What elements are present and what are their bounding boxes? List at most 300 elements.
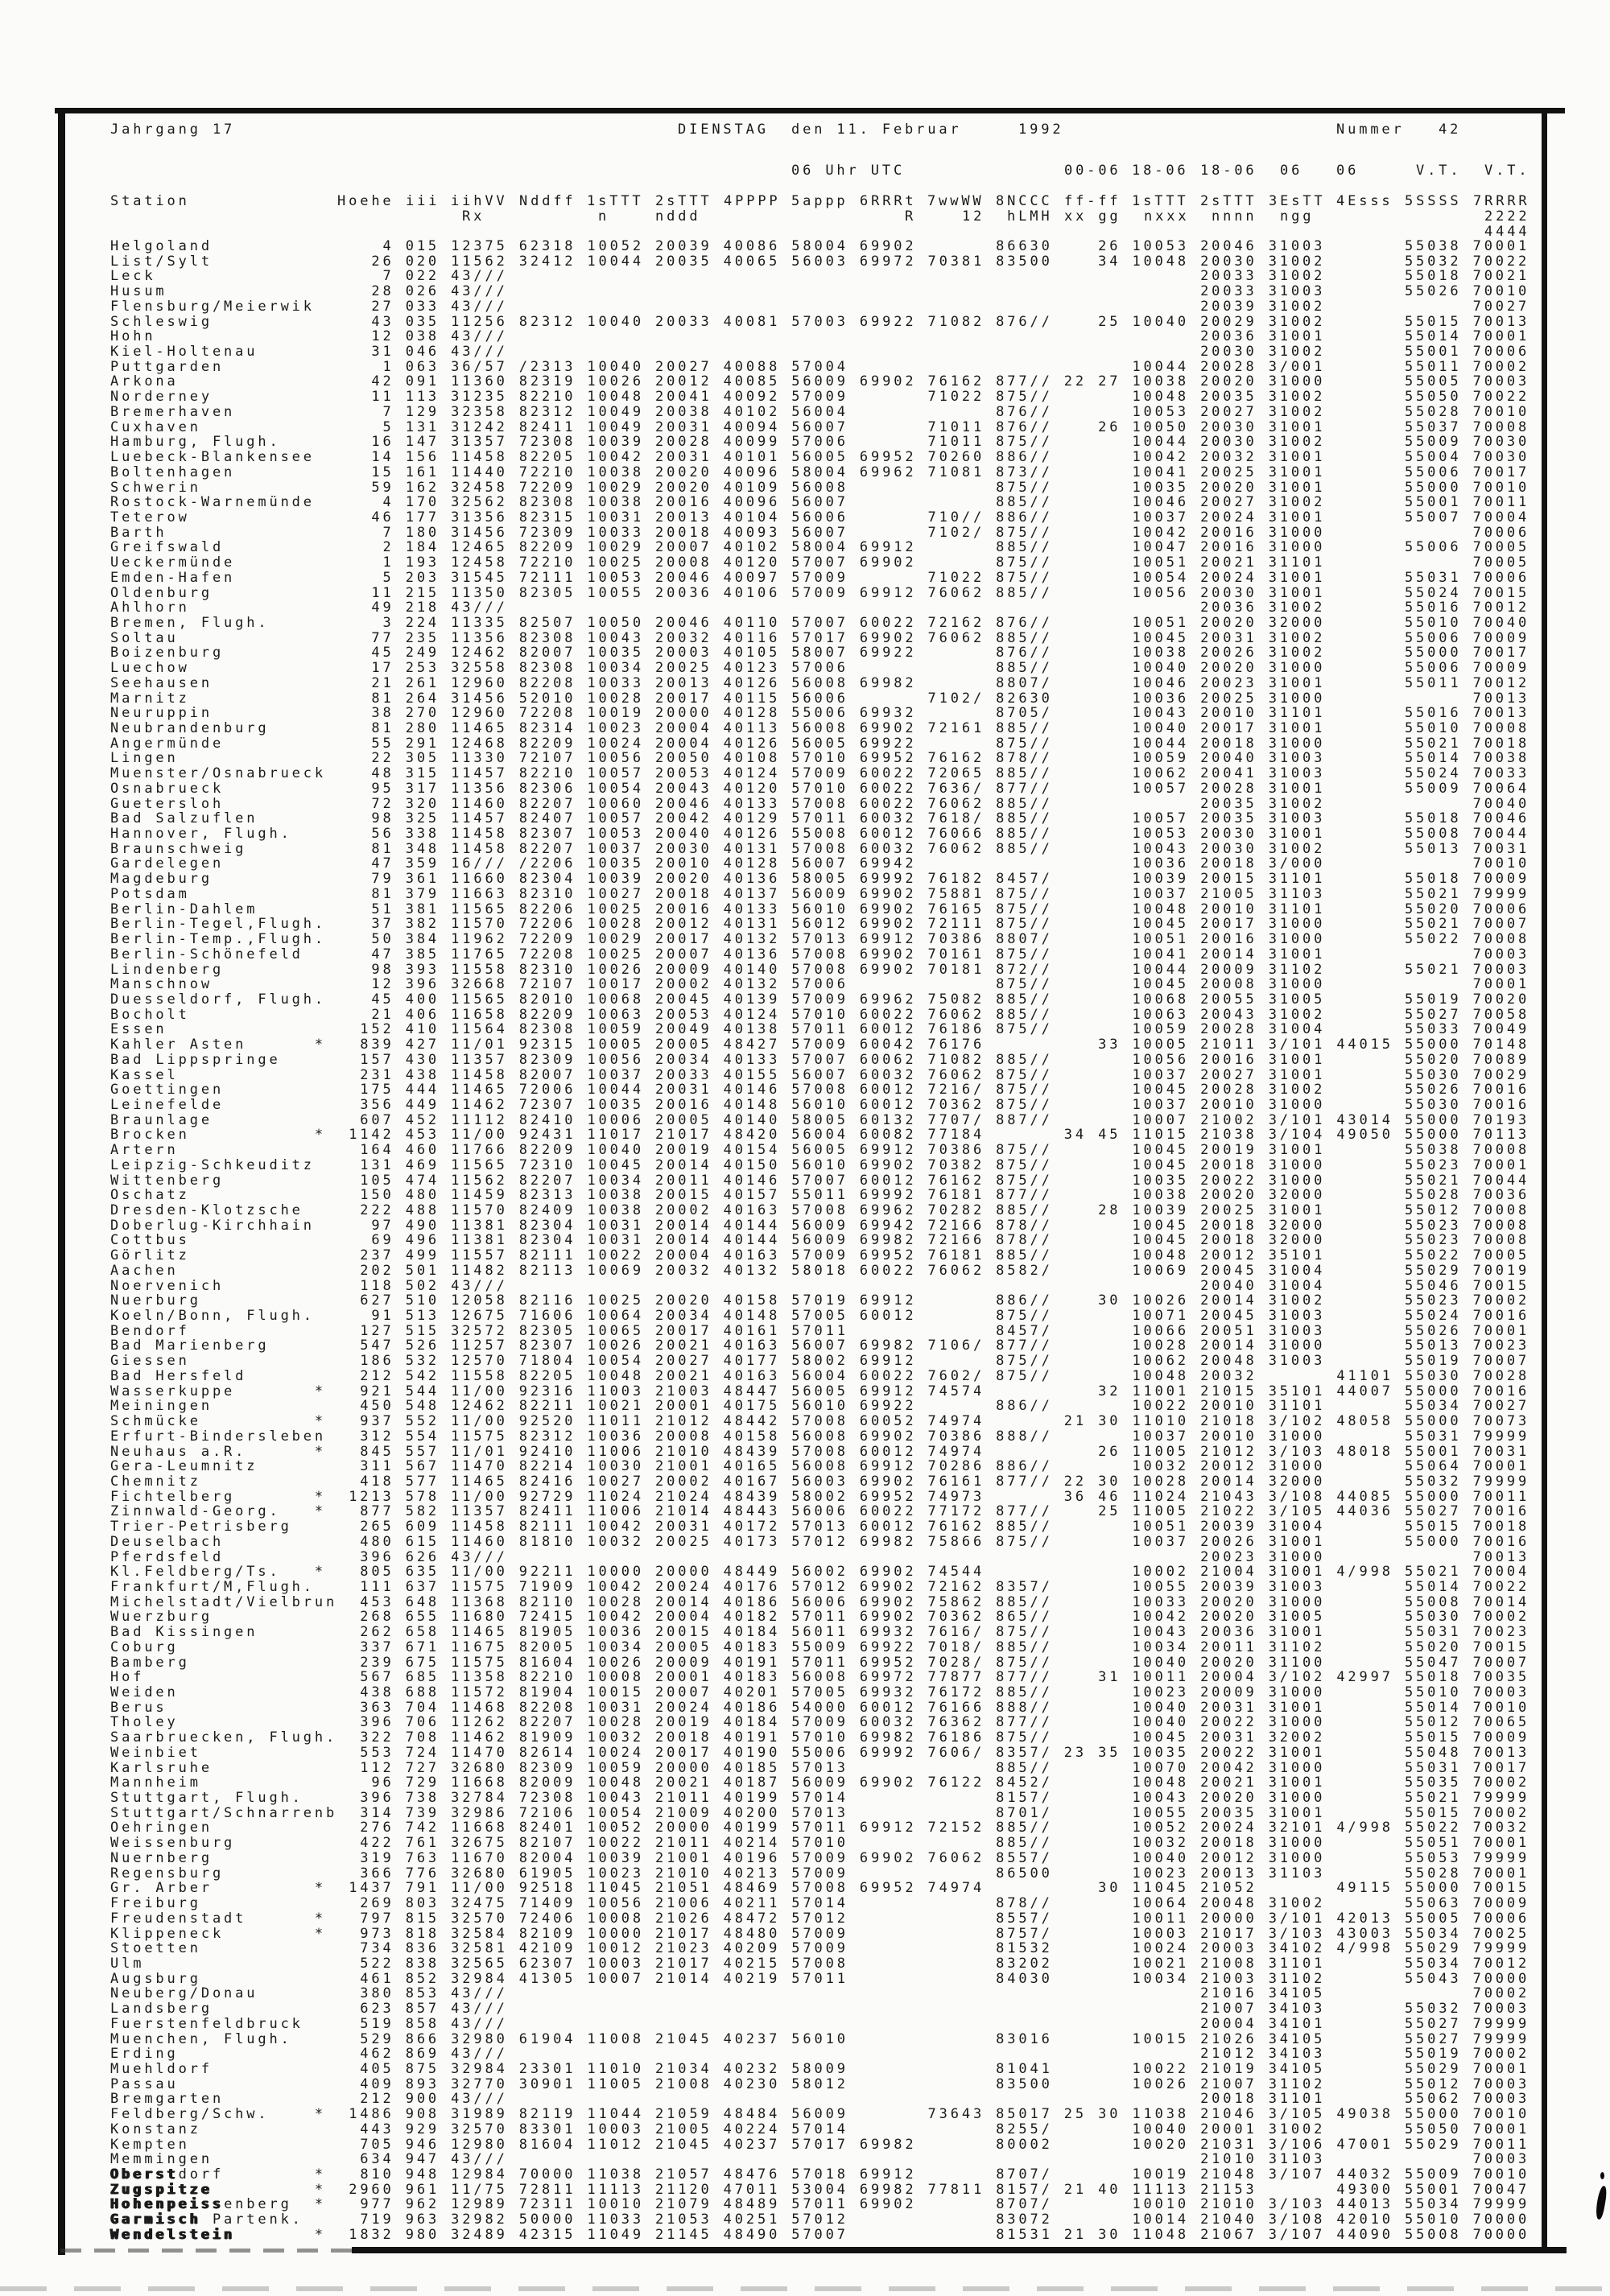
overstruck-station-name: Oberst: [110, 2166, 179, 2183]
table-row: [110, 902, 1530, 917]
station-values: 797 815 32570 72406 10008 21026 48472 57012 8557/ 10011 20000 3/101 42013 55005 70006: [349, 1910, 1530, 1927]
station-values: 112 727 32680 82309 10059 20000 40185 57013 885// 10070 20042 31000 55031 70017: [349, 1759, 1530, 1776]
station-values: 443 929 32570 83301 10003 21005 40224 57014 8255/ 10040 20001 31002 55050 70001: [349, 2121, 1530, 2137]
station-values: 380 853 43/// 21016 34105 70002: [349, 1985, 1530, 2002]
station-values: 627 510 12058 82116 10025 20020 40158 57019 69912 886// 30 10026 20014 31002 55023 70002: [349, 1292, 1530, 1309]
station-values: 202 501 11482 82113 10069 20032 40132 58018 60022 76062 8582/ 10069 20045 31004 55029 70019: [349, 1262, 1530, 1279]
table-row: [110, 781, 1530, 797]
station-name: Hohn: [110, 328, 349, 345]
station-values: 462 869 43/// 21012 34103 55019 70002: [349, 2046, 1530, 2063]
station-name: Bad Lippspringe: [110, 1051, 349, 1068]
table-row: [110, 1836, 1530, 1851]
station-values: 805 635 11/00 92211 10000 20000 48449 56002 69902 74544 10002 21004 31001 4/998 55021 70004: [349, 1564, 1530, 1581]
table-row: [110, 2167, 1530, 2183]
station-values: 719 963 32982 50000 11033 21053 40251 57012 83072 10014 21040 3/108 42010 55010 70000: [349, 2211, 1530, 2228]
station-values: 877 582 11357 82411 11006 21014 48443 56006 60022 77172 877// 25 11005 21022 3/105 44036 55027 70016: [349, 1503, 1530, 1520]
station-name: Braunschweig: [110, 840, 349, 857]
table-row: [110, 676, 1530, 691]
table-row: [110, 616, 1530, 631]
station-values: 418 577 11465 82416 10027 20002 40167 56003 69902 76161 877// 22 30 10028 20014 32000 55032 79999: [349, 1473, 1530, 1490]
col-6rrrt: 6RRRt: [860, 193, 917, 209]
station-name: List/Sylt: [110, 253, 349, 270]
table-row: [110, 1625, 1530, 1640]
col-1sttt2: 1sTTT: [1132, 193, 1189, 209]
station-values: 27 033 43/// 20039 31002 70027: [349, 298, 1530, 315]
station-values: 38 270 12960 72208 10019 20000 40128 55006 69932 8705/ 10043 20010 31101 55016 70013: [349, 705, 1530, 722]
station-name: Ulm: [110, 1955, 349, 1972]
year-label: 1992: [1018, 122, 1064, 138]
table-row: [110, 661, 1530, 676]
station-name: Magdeburg: [110, 871, 349, 888]
table-row: [110, 1791, 1530, 1806]
station-name: Wendelstein *: [110, 2226, 349, 2243]
station-name: Neuruppin: [110, 705, 349, 722]
station-values: 111 637 11575 71909 10042 20024 40176 57012 69902 72162 8357/ 10055 20039 31003 55014 70022: [349, 1578, 1530, 1595]
table-row: [110, 645, 1530, 661]
station-name: Erfurt-Bindersleben: [110, 1428, 349, 1445]
station-values: 81 379 11663 82310 10027 20018 40137 56009 69902 75881 875// 10037 21005 31103 55021 79999: [349, 885, 1530, 902]
station-values: 461 852 32984 41305 10007 21014 40219 57011 84030 10034 21003 31102 55043 70000: [349, 1970, 1530, 1987]
station-values: 396 738 32784 72308 10043 21011 40199 57014 8157/ 10043 20020 31000 55021 79999: [349, 1790, 1530, 1807]
station-name: Neuberg/Donau: [110, 1985, 349, 2002]
station-values: 15 161 11440 72210 10038 20020 40096 58004 69962 71081 873// 10041 20025 31001 55006 70017: [349, 464, 1530, 480]
table-row: [110, 917, 1530, 932]
col-4pppp: 4PPPP: [724, 193, 781, 209]
station-values: 1 193 12458 72210 10025 20008 40120 57007 69902 875// 10051 20021 31101 70005: [349, 554, 1530, 571]
table-row: [110, 691, 1530, 707]
station-name: Pferdsfeld: [110, 1548, 349, 1565]
station-values: 453 648 11368 82110 10028 20014 40186 56006 69902 75862 885// 10033 20020 31000 55008 70014: [349, 1593, 1530, 1610]
station-name: Mannheim: [110, 1775, 349, 1791]
station-name: Artern: [110, 1142, 349, 1159]
station-name: Boizenburg: [110, 645, 349, 662]
station-name: Giessen: [110, 1353, 349, 1370]
station-name: Görlitz: [110, 1247, 349, 1264]
table-row: [110, 540, 1530, 555]
left-border-rule: [58, 109, 65, 2255]
station-name: Potsdam: [110, 885, 349, 902]
table-row: [110, 1384, 1530, 1399]
table-row: [110, 2228, 1530, 2243]
station-name: Greifswald: [110, 539, 349, 556]
station-name: Erding: [110, 2046, 349, 2063]
station-name: Duesseldorf, Flugh.: [110, 991, 349, 1008]
station-name: Schleswig: [110, 313, 349, 330]
table-row: [110, 977, 1530, 992]
table-row: [110, 1203, 1530, 1218]
station-values: 450 548 12462 82211 10021 20001 40175 56010 69922 886// 10022 20010 31101 55034 70027: [349, 1398, 1530, 1415]
right-border-rule: [1542, 111, 1547, 2252]
table-row: [110, 405, 1530, 420]
station-values: 311 567 11470 82214 10030 21001 40165 56008 69912 70286 886// 10032 20012 31000 55064 70001: [349, 1458, 1530, 1475]
table-row: [110, 1309, 1530, 1324]
station-values: 212 900 43/// 20018 31101 55062 70003: [349, 2091, 1530, 2108]
col-sub-2222: 2222: [1484, 208, 1530, 225]
station-values: 356 449 11462 72307 10035 20016 40148 56010 60012 70362 875// 10037 20010 31000 55030 70016: [349, 1096, 1530, 1113]
station-name: Nuernberg: [110, 1849, 349, 1866]
station-values: 11 113 31235 82210 10048 20041 40092 57009 71022 875// 10048 20035 31002 55050 70022: [349, 389, 1530, 406]
station-name: Seehausen: [110, 674, 349, 691]
station-values: 553 724 11470 82614 10024 20017 40190 55006 69992 7606/ 8357/ 23 35 10035 20022 31001 55048 70013: [349, 1744, 1530, 1761]
station-name: Goettingen: [110, 1082, 349, 1099]
table-row: [110, 2212, 1530, 2228]
station-name: Helgoland: [110, 238, 349, 254]
table-row: [110, 299, 1530, 315]
station-values: 845 557 11/01 92410 11006 21010 48439 57008 60012 74974 26 11005 21012 3/103 48018 55001 70031: [349, 1443, 1530, 1460]
table-row: [110, 420, 1530, 435]
station-values: 1437 791 11/00 92518 11045 21051 48469 57008 69952 74974 30 11045 21052 49115 55000 70015: [349, 1880, 1530, 1897]
table-row: [110, 390, 1530, 405]
station-name: Chemnitz: [110, 1473, 349, 1490]
table-row: [110, 1324, 1530, 1339]
table-row: [110, 465, 1530, 480]
station-name: Hamburg, Flugh.: [110, 434, 349, 451]
station-values: 47 385 11765 72208 10025 20007 40136 57008 69902 70161 875// 10041 20014 31001 70003: [349, 946, 1530, 963]
station-name: Schmücke *: [110, 1413, 349, 1430]
station-name: Bamberg: [110, 1654, 349, 1671]
table-row: [110, 842, 1530, 857]
table-row: [110, 1640, 1530, 1655]
table-row: [110, 526, 1530, 541]
station-name: Leinefelde: [110, 1096, 349, 1113]
station-table: [110, 239, 1530, 2243]
station-values: 480 615 11460 81810 10032 20025 40173 57012 69982 75866 875// 10037 20026 31001 55000 70016: [349, 1533, 1530, 1550]
table-row: [110, 1595, 1530, 1610]
table-row: [110, 1414, 1530, 1429]
table-row: [110, 1293, 1530, 1309]
issue-number: 42: [1439, 122, 1462, 138]
station-values: 22 305 11330 72107 10056 20050 40108 57010 69952 76162 878// 10059 20040 31003 55014 70038: [349, 750, 1530, 767]
table-row: [110, 706, 1530, 721]
station-name: Kl.Feldberg/Ts. *: [110, 1564, 349, 1581]
table-row: [110, 856, 1530, 872]
station-values: 409 893 32770 30901 11005 21008 40230 58012 83500 10026 21007 31102 55012 70003: [349, 2075, 1530, 2092]
station-name: Stuttgart/Schnarrenb: [110, 1804, 349, 1821]
table-row: [110, 1338, 1530, 1354]
station-values: 1213 578 11/00 92729 11024 21024 48439 58002 69952 74973 36 46 11024 21043 3/108 44085 55000 70011: [349, 1488, 1530, 1505]
station-name: Weinbiet: [110, 1744, 349, 1761]
table-row: [110, 480, 1530, 496]
station-name: Wittenberg: [110, 1172, 349, 1189]
station-name: Muenchen, Flugh.: [110, 2030, 349, 2047]
station-values: 623 857 43/// 21007 34103 55032 70003: [349, 2001, 1530, 2018]
table-row: [110, 1927, 1530, 1942]
station-name: Hohenpeissenberg *: [110, 2196, 349, 2213]
station-name: Bendorf: [110, 1322, 349, 1339]
station-name: Oldenburg: [110, 584, 349, 601]
table-row: [110, 2092, 1530, 2107]
table-row: [110, 1519, 1530, 1535]
station-name: Stuttgart, Flugh.: [110, 1790, 349, 1807]
table-row: [110, 1685, 1530, 1700]
station-values: 31 046 43/// 20030 31002 55001 70006: [349, 344, 1530, 361]
station-name: Emden-Hafen: [110, 569, 349, 586]
table-row: [110, 2183, 1530, 2198]
table-row: [110, 826, 1530, 842]
top-border-rule: [55, 108, 1565, 113]
table-row: [110, 1022, 1530, 1037]
station-name: Saarbruecken, Flugh.: [110, 1729, 349, 1746]
station-values: 5 131 31242 82411 10049 20031 40094 56007 71011 876// 26 10050 20030 31001 55037 70008: [349, 418, 1530, 435]
station-name: Osnabrueck: [110, 780, 349, 797]
station-name: Stoetten: [110, 1940, 349, 1957]
station-values: 607 452 11112 82410 10006 20005 40140 58005 60132 7707/ 887// 10007 21002 3/101 43014 55000 70193: [349, 1111, 1530, 1128]
table-row: [110, 1896, 1530, 1911]
station-name: Manschnow: [110, 976, 349, 993]
station-values: 1486 908 31989 82119 11044 21059 48484 56009 73643 85017 25 30 11038 21046 3/105 49038 55000 70010: [349, 2106, 1530, 2123]
station-name: Hof: [110, 1669, 349, 1686]
station-name: Husum: [110, 283, 349, 300]
station-values: 973 818 32584 82109 10000 21017 48480 57009 8757/ 10003 21017 3/103 43003 55034 70025: [349, 1925, 1530, 1942]
station-name: Leipzig-Schkeuditz: [110, 1156, 349, 1173]
station-name: Oehringen: [110, 1820, 349, 1836]
period-06b: 06: [1336, 163, 1360, 179]
station-name: Freudenstadt *: [110, 1910, 349, 1927]
station-name: Zinnwald-Georg. *: [110, 1503, 349, 1520]
table-row: [110, 1746, 1530, 1761]
table-row: [110, 751, 1530, 766]
table-row: [110, 1082, 1530, 1098]
station-values: 55 291 12468 82209 10024 20004 40126 56005 69922 875// 10044 20018 31000 55021 70018: [349, 735, 1530, 752]
station-name: Gr. Arber *: [110, 1880, 349, 1897]
table-row: [110, 631, 1530, 646]
station-name: Wuerzburg: [110, 1609, 349, 1626]
station-name: Coburg: [110, 1639, 349, 1655]
table-row: [110, 1866, 1530, 1882]
station-name: Michelstadt/Vielbrun: [110, 1593, 349, 1610]
station-name: Luechow: [110, 660, 349, 677]
station-values: 11 215 11350 82305 10055 20036 40106 57009 69912 76062 885// 10056 20030 31001 55024 70015: [349, 584, 1530, 601]
station-name: Fichtelberg *: [110, 1488, 349, 1505]
station-values: 16 147 31357 72308 10039 20028 40099 57006 71011 875// 10044 20030 31002 55009 70030: [349, 434, 1530, 451]
station-values: 839 427 11/01 92315 10005 20005 48427 57009 60042 76176 33 10005 21011 3/101 44015 55000 70148: [349, 1037, 1530, 1053]
table-row: [110, 344, 1530, 360]
station-name: Gardelegen: [110, 855, 349, 872]
table-row: [110, 932, 1530, 947]
col-hoehe: Hoehe: [337, 193, 394, 209]
table-row: [110, 1564, 1530, 1580]
table-row: [110, 315, 1530, 330]
station-values: 152 410 11564 82308 10059 20049 40138 57011 60012 76186 875// 10059 20028 31004 55033 70049: [349, 1021, 1530, 1038]
station-values: 921 544 11/00 92316 11003 21003 48447 56005 69912 74574 32 11001 21015 35101 44007 55000 70016: [349, 1383, 1530, 1399]
station-name: Koeln/Bonn, Flugh.: [110, 1308, 349, 1325]
scan-artifact-line: [0, 2286, 1610, 2291]
col-iihvv: iihVV: [451, 193, 508, 209]
station-name: Luebeck-Blankensee: [110, 449, 349, 466]
table-row: [110, 586, 1530, 601]
station-values: 366 776 32680 61905 10023 21010 40213 57009 86500 10023 20013 31103 55028 70001: [349, 1865, 1530, 1882]
station-values: 91 513 12675 71606 10064 20034 40148 57005 60012 875// 10071 20045 31003 55024 70016: [349, 1308, 1530, 1325]
station-values: 438 688 11572 81904 10015 20007 40201 57005 69932 76172 885// 10023 20009 31000 55010 70003: [349, 1684, 1530, 1700]
table-row: [110, 2122, 1530, 2137]
overstruck-station-name: Hohenpeiss: [110, 2196, 225, 2213]
station-values: 312 554 11575 82312 10036 20008 40158 56008 69902 70386 888// 10037 20010 31000 55031 79999: [349, 1428, 1530, 1445]
station-values: 237 499 11557 82111 10022 20004 40163 57009 69952 76181 885// 10048 20012 35101 55022 70005: [349, 1247, 1530, 1264]
station-name: Trier-Petrisberg: [110, 1519, 349, 1535]
station-values: 2960 961 11/75 72811 11113 21120 47011 53004 69982 77811 8157/ 21 40 11113 21153 49300 55001 70047: [349, 2181, 1530, 2198]
station-values: 14 156 11458 82205 10042 20031 40101 56005 69952 70260 886// 10042 20032 31001 55004 70030: [349, 449, 1530, 466]
station-values: 1832 980 32489 42315 11049 21145 48490 57007 81531 21 30 11048 21067 3/107 44090 55008 70000: [349, 2226, 1530, 2243]
table-row: [110, 1399, 1530, 1414]
overstruck-station-name: Zugspitze: [110, 2181, 213, 2198]
table-row: [110, 2001, 1530, 2017]
station-name: Neubrandenburg: [110, 720, 349, 736]
station-name: Berlin-Temp.,Flugh.: [110, 931, 349, 948]
table-row: [110, 1806, 1530, 1821]
table-row: [110, 1263, 1530, 1279]
bottom-border-rule: [352, 2247, 1567, 2253]
table-row: [110, 2107, 1530, 2122]
table-row: [110, 329, 1530, 344]
col-sub-12: 12: [962, 208, 985, 225]
col-sub-n: n: [598, 208, 610, 225]
station-values: 522 838 32565 62307 10003 21017 40215 57008 83202 10021 21008 31101 55034 70012: [349, 1955, 1530, 1972]
station-values: 186 532 12570 71804 10054 20027 40177 58002 69912 875// 10062 20048 31003 55019 70007: [349, 1353, 1530, 1370]
bottom-left-broken-rule: [60, 2249, 352, 2253]
station-values: 81 348 11458 82207 10037 20030 40131 57008 60032 76062 885// 10043 20030 31002 55013 70031: [349, 840, 1530, 857]
station-values: 45 249 12462 82007 10035 20003 40105 58007 69922 876// 10038 20026 31002 55000 70017: [349, 645, 1530, 662]
station-values: 937 552 11/00 92520 11011 21012 48442 57008 60052 74974 21 30 11010 21018 3/102 48058 55000 70073: [349, 1413, 1530, 1430]
col-7wwww: 7wwWW: [927, 193, 985, 209]
table-row: [110, 1986, 1530, 2001]
station-values: 2 184 12465 82209 10029 20007 40102 58004 69912 885// 10047 20016 31000 55006 70005: [349, 539, 1530, 556]
table-row: [110, 1730, 1530, 1746]
station-name: Schwerin: [110, 479, 349, 496]
station-values: 262 658 11465 81905 10036 20015 40184 56011 69932 7616/ 875// 10043 20036 31001 55031 70023: [349, 1624, 1530, 1641]
station-name: Cuxhaven: [110, 418, 349, 435]
station-values: 157 430 11357 82309 10056 20034 40133 57007 60062 71082 885// 10056 20016 31001 55020 70089: [349, 1051, 1530, 1068]
station-values: 51 381 11565 82206 10025 20016 40133 56010 69902 76165 875// 10048 20010 31101 55020 70006: [349, 901, 1530, 917]
station-name: Oberstdorf *: [110, 2166, 349, 2183]
overstruck-station-name: Wendelstein: [110, 2226, 236, 2243]
station-name: Bad Kissingen: [110, 1624, 349, 1641]
table-row: [110, 797, 1530, 812]
table-row: [110, 450, 1530, 465]
station-name: Arkona: [110, 373, 349, 390]
station-name: Neuhaus a.R. *: [110, 1443, 349, 1460]
station-name: Nuerburg: [110, 1292, 349, 1309]
station-name: Tholey: [110, 1714, 349, 1731]
table-row: [110, 1550, 1530, 1565]
table-row: [110, 1037, 1530, 1053]
station-values: 56 338 11458 82307 10053 20040 40126 55008 60012 76066 885// 10053 20030 31001 55008 70044: [349, 826, 1530, 843]
station-values: 77 235 11356 82308 10043 20032 40116 57017 69902 76062 885// 10045 20031 31002 55006 70009: [349, 629, 1530, 646]
station-values: 21 406 11658 82209 10063 20053 40124 57010 60022 76062 885// 10063 20043 31002 55027 70058: [349, 1006, 1530, 1023]
station-name: Bad Salzuflen: [110, 810, 349, 827]
table-row: [110, 555, 1530, 571]
station-name: Feldberg/Schw. *: [110, 2106, 349, 2123]
station-values: 231 438 11458 82007 10037 20033 40155 56007 60032 76062 875// 10037 20027 31001 55030 70029: [349, 1066, 1530, 1083]
station-values: 396 626 43/// 20023 31000 70013: [349, 1548, 1530, 1565]
station-name: Cottbus: [110, 1232, 349, 1249]
table-row: [110, 284, 1530, 299]
station-name: Freiburg: [110, 1895, 349, 1912]
station-name: Konstanz: [110, 2121, 349, 2137]
station-values: 12 396 32668 72107 10017 20002 40132 57006 875// 10045 20008 31000 70001: [349, 976, 1530, 993]
station-values: 79 361 11660 82304 10039 20020 40136 58005 69992 76182 8457/ 10039 20015 31101 55018 70009: [349, 871, 1530, 888]
col-sub-ngg: ngg: [1280, 208, 1315, 225]
table-row: [110, 1670, 1530, 1685]
table-row: [110, 510, 1530, 526]
station-values: 59 162 32458 72209 10029 20020 40109 56008 875// 10035 20020 31001 55000 70010: [349, 479, 1530, 496]
weekday-label: DIENSTAG: [678, 122, 769, 138]
station-name: Doberlug-Kirchhain: [110, 1217, 349, 1234]
col-nddff: Nddff: [519, 193, 576, 209]
station-values: 69 496 11381 82304 10031 20014 40144 56009 69982 72166 878// 10045 20018 32000 55023 70008: [349, 1232, 1530, 1249]
station-name: Passau: [110, 2075, 349, 2092]
station-values: 1142 453 11/00 92431 11017 21017 48420 56004 60082 77184 34 45 11015 21038 3/104 49050 55000 70113: [349, 1127, 1530, 1144]
station-values: 95 317 11356 82306 10054 20043 40120 57010 60022 7636/ 877// 10057 20028 31001 55009 70064: [349, 780, 1530, 797]
table-row: [110, 1429, 1530, 1445]
table-row: [110, 1445, 1530, 1460]
station-values: 319 763 11670 82004 10039 21001 40196 57009 69902 76062 8557/ 10040 20012 31000 55053 79999: [349, 1849, 1530, 1866]
station-values: 3 224 11335 82507 10050 20046 40110 57007 60022 72162 876// 10051 20020 32000 55010 70040: [349, 614, 1530, 631]
table-row: [110, 721, 1530, 736]
table-row: [110, 1610, 1530, 1625]
col-sub-nxxx: nxxx: [1144, 208, 1190, 225]
station-values: 4 170 32562 82308 10038 20016 40096 56007 885// 10046 20027 31002 55001 70011: [349, 494, 1530, 511]
station-name: Frankfurt/M,Flugh.: [110, 1578, 349, 1595]
station-values: 81 264 31456 52010 10028 20017 40115 56006 7102/ 82630 10036 20025 31000 70013: [349, 690, 1530, 707]
table-row: [110, 360, 1530, 375]
station-name: Zugspitze *: [110, 2181, 349, 2198]
table-row: [110, 1113, 1530, 1128]
station-name: Berus: [110, 1699, 349, 1716]
table-row: [110, 239, 1530, 254]
station-values: 12 038 43/// 20036 31001 55014 70001: [349, 328, 1530, 345]
table-row: [110, 1775, 1530, 1791]
station-name: Oschatz: [110, 1187, 349, 1204]
station-values: 222 488 11570 82409 10038 20002 40163 57008 69962 70282 885// 28 10039 20025 31001 55012 70008: [349, 1202, 1530, 1218]
station-name: Fuerstenfeldbruck: [110, 2015, 349, 2032]
table-row: [110, 495, 1530, 510]
ink-smudge-dot: [1600, 2172, 1604, 2179]
table-row: [110, 1053, 1530, 1068]
table-row: [110, 1173, 1530, 1189]
station-name: Bremen, Flugh.: [110, 614, 349, 631]
station-values: 150 480 11459 82313 10038 20015 40157 55011 69992 76181 877// 10038 20020 32000 55028 70036: [349, 1187, 1530, 1204]
col-sub-r: R: [905, 208, 917, 225]
station-name: Muehldorf: [110, 2060, 349, 2077]
station-name: Kassel: [110, 1066, 349, 1083]
station-values: 43 035 11256 82312 10040 20033 40081 57003 69922 71082 876// 25 10040 20029 31002 55015 70013: [349, 313, 1530, 330]
station-values: 50 384 11962 72209 10029 20017 40132 57013 69912 70386 8807/ 10051 20016 31000 55022 70008: [349, 931, 1530, 948]
col-3estt: 3EsTT: [1269, 193, 1326, 209]
table-row: [110, 1369, 1530, 1384]
table-row: [110, 1820, 1530, 1836]
station-name: Garmisch Partenk.: [110, 2211, 349, 2228]
station-name: Wasserkuppe *: [110, 1383, 349, 1399]
table-row: [110, 1098, 1530, 1113]
station-values: 5 203 31545 72111 10053 20046 40097 57009 71022 875// 10054 20024 31001 55031 70006: [349, 569, 1530, 586]
station-values: 164 460 11766 82209 10040 20019 40154 56005 69912 70386 875// 10045 20019 31001 55038 70008: [349, 1142, 1530, 1159]
station-name: Karlsruhe: [110, 1759, 349, 1776]
col-2sttt: 2sTTT: [655, 193, 712, 209]
station-name: Barth: [110, 524, 349, 541]
station-name: Marnitz: [110, 690, 349, 707]
station-values: 810 948 12984 70000 11038 21057 48476 57018 69912 8707/ 10019 21048 3/107 44032 55009 70010: [349, 2166, 1530, 2183]
table-row: [110, 2047, 1530, 2062]
table-row: [110, 1248, 1530, 1263]
col-1sttt: 1sTTT: [587, 193, 644, 209]
station-values: 17 253 32558 82308 10034 20025 40123 57006 885// 10040 20020 31000 55006 70009: [349, 660, 1530, 677]
col-station: Station: [110, 193, 190, 209]
col-sub-nnnn: nnnn: [1212, 208, 1257, 225]
table-row: [110, 1715, 1530, 1730]
station-values: 49 218 43/// 20036 31002 55016 70012: [349, 600, 1530, 616]
station-values: 212 542 11558 82205 10048 20021 40163 56004 60022 7602/ 875// 10048 20032 41101 55030 70028: [349, 1367, 1530, 1384]
station-name: Hannover, Flugh.: [110, 826, 349, 843]
